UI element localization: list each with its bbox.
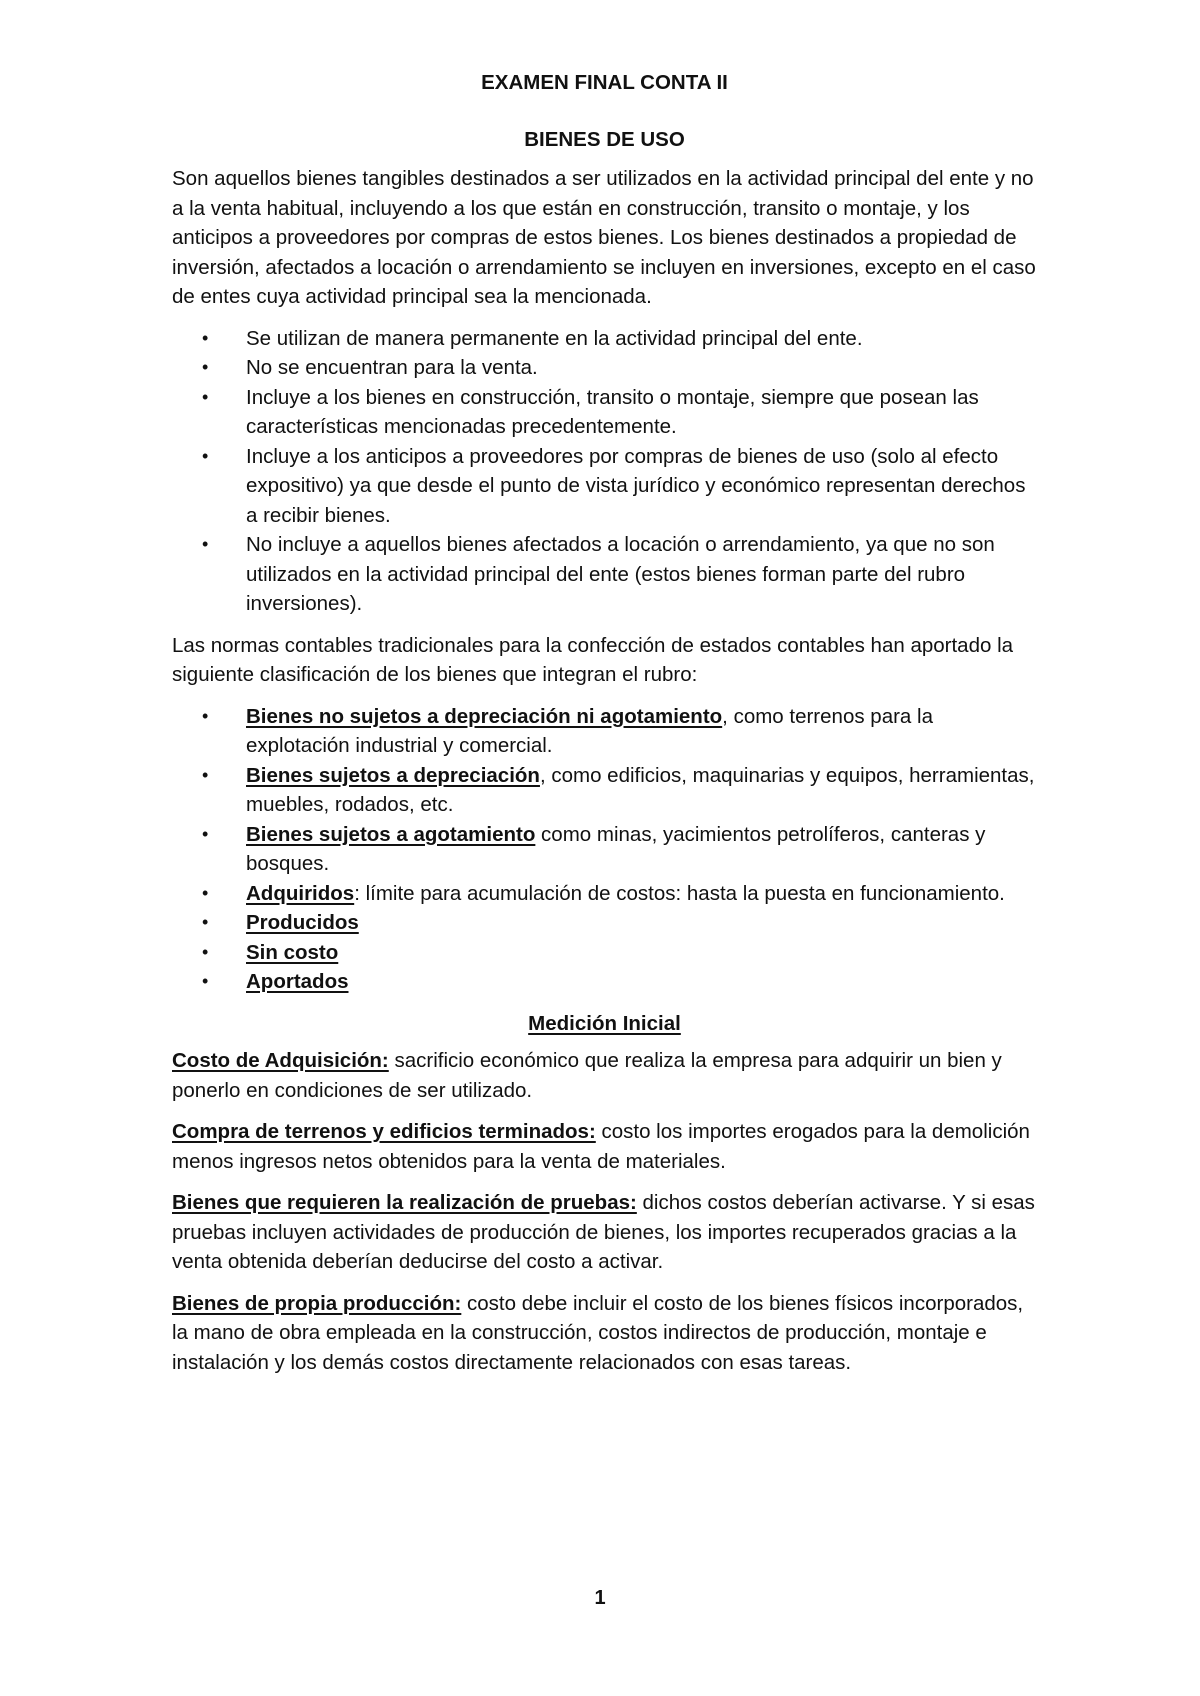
list-item: [172, 383, 1037, 442]
bullet-icon: •: [202, 764, 209, 785]
bullet-icon: •: [202, 534, 209, 554]
subheading-medicion-inicial: Medición Inicial: [528, 1011, 681, 1035]
classification-term: Adquiridos: [246, 881, 355, 905]
definition-text: sacrificio económico que realiza la empresa para adquirir un bien y ponerlo en condiciones de ser utilizado.: [172, 1049, 1002, 1102]
classification-term: Aportados: [246, 970, 349, 993]
definition-paragraph: [172, 1046, 1037, 1105]
bullet-icon: •: [202, 882, 209, 903]
classification-term: Producidos: [246, 911, 359, 934]
bullet-icon: •: [202, 327, 209, 348]
bullet-icon: •: [202, 912, 209, 932]
document-title: EXAMEN FINAL CONTA II: [481, 71, 728, 94]
definition-text: costo los importes erogados para la demolición menos ingresos netos obtenidos para la venta de materiales.: [172, 1120, 1030, 1173]
list-item-text: Incluye a los bienes en construcción, transito o montaje, siempre que posean las características mencionadas precedentemente.: [246, 385, 979, 438]
definition-text: costo debe incluir el costo de los bienes físicos incorporados, la mano de obra empleada en la construcción, costos indirectos de producción, montaje e instalación y los demás costos directamente relacionados con esas tareas.: [172, 1291, 1024, 1374]
bullet-icon: •: [202, 445, 209, 466]
bullet-icon: •: [202, 941, 209, 962]
list-item: [172, 442, 1037, 531]
classification-text: , como edificios, maquinarias y equipos, herramientas, muebles, rodados, etc.: [246, 763, 1035, 816]
list-item-text: No se encuentran para la venta.: [246, 356, 538, 379]
list-item: [172, 353, 1037, 383]
definition-term: Bienes de propia producción:: [172, 1291, 462, 1315]
list-item-text: Incluye a los anticipos a proveedores por compras de bienes de uso (solo al efecto expositivo) ya que desde el punto de vista jurídico y económico representan derechos a recibir bienes.: [246, 444, 1026, 527]
page-number: 1: [594, 1587, 606, 1609]
definition-paragraph: [172, 1289, 1037, 1378]
classification-text: : límite para acumulación de costos: hasta la puesta en funcionamiento.: [354, 881, 1005, 905]
section-title: BIENES DE USO: [524, 127, 685, 151]
list-item-text: No incluye a aquellos bienes afectados a locación o arrendamiento, ya que no son utilizados en la actividad principal del ente (estos bienes forman parte del rubro inversiones).: [246, 533, 995, 615]
classification-text: como minas, yacimientos petrolíferos, canteras y bosques.: [246, 822, 986, 875]
definition-text: dichos costos deberían activarse. Y si esas pruebas incluyen actividades de producción de bienes, los importes recuperados gracias a la venta obtenida deberían deducirse del costo a activar.: [172, 1191, 1035, 1273]
definition-term: Compra de terrenos y edificios terminados:: [172, 1120, 596, 1143]
classification-list: [172, 702, 1037, 997]
intro-paragraph: Son aquellos bienes tangibles destinados a ser utilizados en la actividad principal del ente y no a la venta habitual, incluyendo a los que están en construcción, transito o montaje, y los anticipos a proveedores por compras de estos bienes. Los bienes destinados a propiedad de inversión, afectados a locación o arrendamiento se incluyen en inversiones, excepto en el caso de entes cuya actividad principal sea la mencionada.: [172, 167, 1036, 308]
characteristics-list: [172, 324, 1037, 619]
list-item: [172, 938, 1037, 968]
list-item-text: Se utilizan de manera permanente en la actividad principal del ente.: [246, 326, 863, 350]
list-item: [172, 702, 1037, 761]
list-item: [172, 761, 1037, 820]
bullet-icon: •: [202, 386, 209, 407]
document-page: [172, 68, 1037, 1389]
bullet-icon: •: [202, 705, 209, 726]
classification-term: Sin costo: [246, 940, 339, 964]
definition-paragraph: [172, 1117, 1037, 1176]
list-item: [172, 879, 1037, 909]
classification-text: , como terrenos para la explotación industrial y comercial.: [246, 704, 933, 757]
classification-term: Bienes sujetos a agotamiento: [246, 822, 536, 846]
list-item: [172, 530, 1037, 619]
classification-term: Bienes sujetos a depreciación: [246, 763, 540, 787]
list-item: [172, 324, 1037, 354]
list-item: [172, 908, 1037, 938]
list-item: [172, 967, 1037, 997]
bullet-icon: •: [202, 357, 209, 377]
bullet-icon: •: [202, 823, 209, 844]
definition-term: Bienes que requieren la realización de pruebas:: [172, 1191, 637, 1214]
list-item: [172, 820, 1037, 879]
classification-intro: Las normas contables tradicionales para la confección de estados contables han aportado la siguiente clasificación de los bienes que integran el rubro:: [172, 633, 1014, 686]
bullet-icon: •: [202, 971, 209, 991]
definition-paragraph: [172, 1188, 1037, 1277]
definition-term: Costo de Adquisición:: [172, 1049, 389, 1072]
classification-term: Bienes no sujetos a depreciación ni agotamiento: [246, 704, 723, 728]
